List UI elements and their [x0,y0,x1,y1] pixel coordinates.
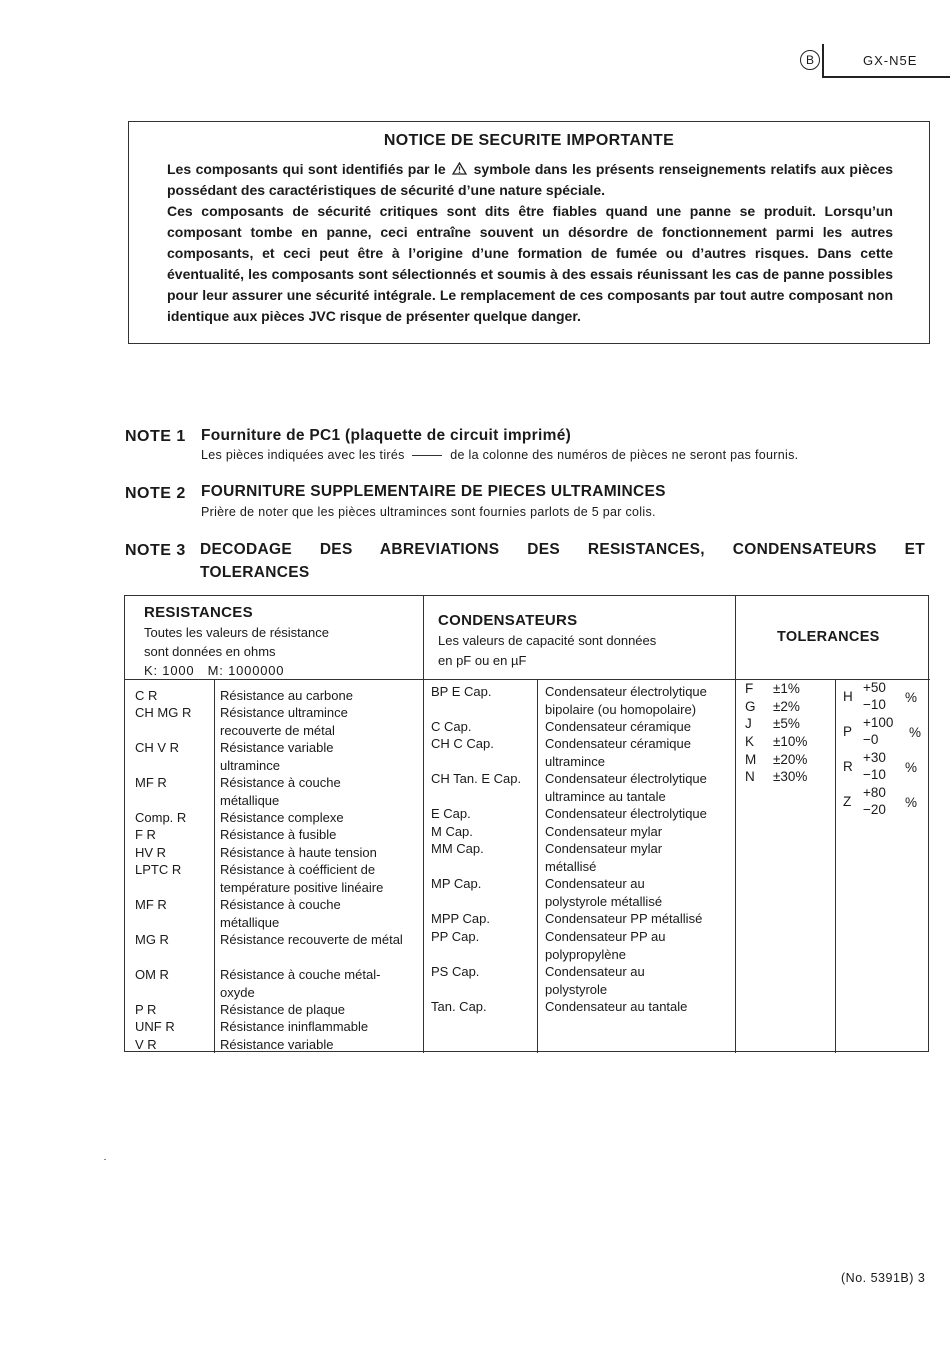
resistance-abbr: CH MG R [135,705,192,720]
tolerance-plus: +80 [863,785,886,800]
tolerance-value: ±10% [773,734,808,749]
condensateurs-note-2: en pF ou en µF [438,653,527,668]
notice-title: NOTICE DE SECURITE IMPORTANTE [383,132,675,149]
resistances-note-3: K: 1000 M: 1000000 [144,663,285,678]
capacitor-abbr: Tan. Cap. [431,999,487,1014]
capacitor-abbr: BP E Cap. [431,684,492,699]
note-2-title: FOURNITURE SUPPLEMENTAIRE DE PIECES ULTRAMINCES [201,483,666,500]
resistance-abbr: V R [135,1037,157,1052]
tolerance-unit: % [905,795,918,810]
page-number: (No. 5391B) 3 [841,1271,926,1285]
resistance-abbr: LPTC R [135,862,182,877]
capacitor-abbr: CH C Cap. [431,736,494,751]
capacitor-abbr: MM Cap. [431,841,484,856]
note-1-text-end: de la colonne des numéros de pièces ne seront pas fournis. [450,448,799,462]
capacitor-abbr: PP Cap. [431,929,480,944]
tolerance-minus: −0 [863,732,879,747]
tolerance-code: R [843,759,853,774]
header-rule [822,76,950,78]
tolerance-value: ±30% [773,769,808,784]
resistance-desc: Résistance complexe [220,810,344,825]
model-number: GX-N5E [863,53,918,68]
resistance-desc: Résistance variable ultramince [220,740,334,773]
resistances-header: RESISTANCES [144,604,253,621]
tolerance-unit: % [905,760,918,775]
tolerance-code: K [745,734,755,749]
capacitor-desc: Condensateur au polystyrole métallisé [545,876,663,909]
tolerance-code: P [843,724,853,739]
tolerance-code: J [745,716,752,731]
capacitor-desc: Condensateur électrolytique ultramince au tantale [545,771,707,804]
tolerance-minus: −10 [863,767,886,782]
resistance-desc: Résistance au carbone [220,688,353,703]
notice-p2: Ces composants de sécurité critiques sont dits être fiables quand une panne se produit. Lorsqu’un composant tombe en panne, ceci entraîne souvent un désordre de fonctionnement parmi les autres composants, et ceci peut être à l’origine d’une formation de fumée ou d’autres risques. Dans cette éventualité, les composants sont sélectionnés et soumis à des essais réunissant les cas de panne possibles pour leur assurer une sécurité intégrale. Le remplacement de ces composants par tout autre composant non identique aux pièces JVC risque de présenter quelque danger. [167,203,893,324]
capacitor-desc: Condensateur électrolytique bipolaire (ou homopolaire) [545,684,707,717]
resistance-desc: Résistance à couche métallique [220,775,341,808]
notice-p1-end: symbole dans les présents renseignements relatifs aux pièces possédant des caractéristiques de sécurité d’une nature spéciale. [167,161,894,198]
table-divider [214,679,215,1053]
tolerance-unit: % [905,690,918,705]
header-divider [822,44,824,76]
tolerance-value: ±5% [773,716,800,731]
capacitor-abbr: CH Tan. E Cap. [431,771,522,786]
resistance-abbr: HV R [135,845,167,860]
resistance-abbr: UNF R [135,1019,175,1034]
resistance-desc: Résistance à fusible [220,827,337,842]
resistance-abbr: F R [135,827,156,842]
note-2-number: NOTE 2 [125,485,186,502]
resistance-desc: Résistance ultramince recouverte de métal [220,705,348,738]
tolerance-value: ±2% [773,699,800,714]
resistance-abbr: OM R [135,967,169,982]
note-3-number: NOTE 3 [125,542,186,559]
table-divider [423,596,424,1053]
tolerance-code: Z [843,794,852,809]
note-2-text: Prière de noter que les pièces ultraminces sont fournies parlots de 5 par colis. [201,505,656,519]
note-1-number: NOTE 1 [125,428,186,445]
tolerance-plus: +100 [863,715,894,730]
resistances-note-2: sont données en ohms [144,644,276,659]
capacitor-abbr: C Cap. [431,719,472,734]
tolerance-code: H [843,689,853,704]
capacitor-desc: Condensateur au tantale [545,999,688,1014]
resistance-abbr: CH V R [135,740,180,755]
tolerance-value: ±1% [773,681,800,696]
resistance-desc: Résistance à couche métal-oxyde [220,967,381,1000]
table-divider [735,596,736,1053]
capacitor-desc: Condensateur céramique [545,719,691,734]
capacitor-desc: Condensateur PP métallisé [545,911,703,926]
notice-body [167,159,893,327]
tolerances-header: TOLERANCES [777,629,880,645]
capacitor-abbr: MP Cap. [431,876,482,891]
resistance-desc: Résistance variable [220,1037,334,1052]
dash-symbol [412,455,442,456]
scan-speck [104,1159,106,1160]
resistance-abbr: MG R [135,932,169,947]
resistance-abbr: MF R [135,775,167,790]
tolerance-code: G [745,699,756,714]
resistance-abbr: MF R [135,897,167,912]
note-3-title-cont: TOLERANCES [200,564,310,581]
capacitor-desc: Condensateur mylar [545,824,663,839]
tolerance-code: M [745,752,757,767]
resistance-desc: Résistance à haute tension [220,845,377,860]
capacitor-desc: Condensateur électrolytique [545,806,707,821]
capacitor-desc: Condensateur au polystyrole [545,964,645,997]
resistance-desc: Résistance à couche métallique [220,897,341,930]
capacitor-abbr: E Cap. [431,806,471,821]
condensateurs-note-1: Les valeurs de capacité sont données [438,633,657,648]
tolerance-plus: +50 [863,680,886,695]
resistance-desc: Résistance ininflammable [220,1019,369,1034]
resistance-abbr: Comp. R [135,810,187,825]
tolerance-unit: % [909,725,922,740]
note-3-title: DECODAGE DES ABREVIATIONS DES RESISTANCES, CONDENSATEURS ET [200,541,925,558]
note-1-text-start: Les pièces indiquées avec les tirés [201,448,405,462]
section-badge: B [800,50,820,70]
table-divider [537,679,538,1053]
resistance-desc: Résistance recouverte de métal [220,932,403,947]
resistances-note-1: Toutes les valeurs de résistance [144,625,329,640]
resistance-abbr: C R [135,688,158,703]
resistance-desc: Résistance de plaque [220,1002,346,1017]
tolerance-plus: +30 [863,750,886,765]
capacitor-abbr: MPP Cap. [431,911,491,926]
notice-p1-start: Les composants qui sont identifiés par le [167,161,446,177]
warning-triangle-icon [452,162,467,175]
condensateurs-header: CONDENSATEURS [438,612,578,629]
tolerance-minus: −10 [863,697,886,712]
tolerance-value: ±20% [773,752,808,767]
abbreviation-table [124,595,929,1052]
resistance-desc: Résistance à coéfficient de température positive linéaire [220,862,384,895]
tolerance-code: F [745,681,754,696]
safety-notice-box [128,121,930,344]
capacitor-desc: Condensateur céramique ultramince [545,736,691,769]
tolerance-minus: −20 [863,802,886,817]
capacitor-abbr: PS Cap. [431,964,480,979]
tolerance-code: N [745,769,755,784]
resistance-abbr: P R [135,1002,157,1017]
capacitor-abbr: M Cap. [431,824,473,839]
capacitor-desc: Condensateur PP au polypropylène [545,929,666,962]
note-1-title: Fourniture de PC1 (plaquette de circuit imprimé) [201,427,572,444]
table-divider [835,679,836,1053]
note-1-text [201,448,798,462]
capacitor-desc: Condensateur mylar métallisé [545,841,663,874]
